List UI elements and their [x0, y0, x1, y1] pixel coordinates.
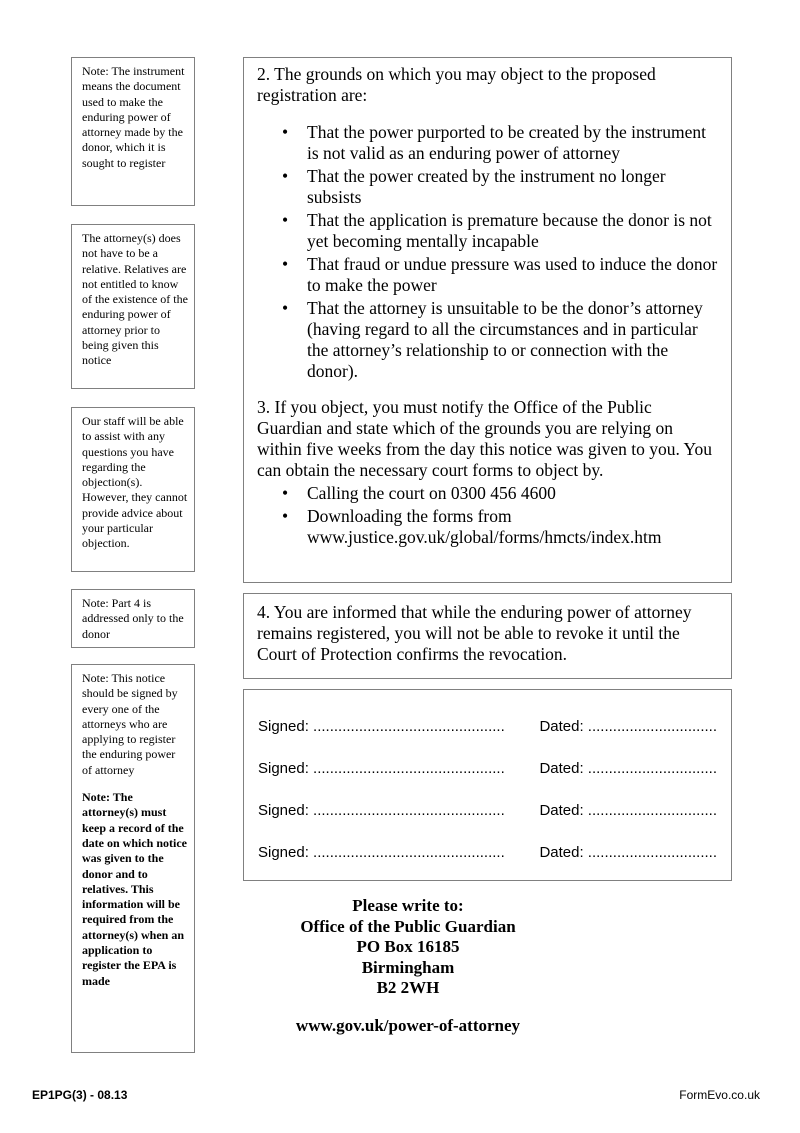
signed-field[interactable]: Signed: ..............................................	[258, 760, 505, 777]
note-attorney-relative-text: The attorney(s) does not have to be a relative. Relatives are not entitled to know of the existence of the enduring power of attorney prior to being given this notice	[82, 231, 188, 368]
signed-field[interactable]: Signed: ..............................................	[258, 844, 505, 861]
note-record-date-text: Note: The attorney(s) must keep a record of the date on which notice was given to the donor and to relatives. This information will be required from the attorney(s) when an application to register the EPA is made	[82, 790, 187, 988]
dated-field[interactable]: Dated: ...............................	[539, 718, 717, 735]
note-signing	[71, 664, 195, 1053]
bullet-dot: •	[282, 254, 289, 274]
signature-row	[258, 716, 717, 737]
signed-field[interactable]: Signed: ..............................................	[258, 802, 505, 819]
bullet-dot: •	[282, 122, 289, 142]
address-city: Birmingham	[361, 957, 455, 977]
dated-field[interactable]: Dated: ...............................	[539, 844, 717, 861]
footer-source: FormEvo.co.uk	[679, 1088, 760, 1102]
note-part4	[71, 589, 195, 648]
section2-bullet	[257, 210, 719, 252]
note-staff-assist	[71, 407, 195, 572]
note-instrument-text: Note: The instrument means the document used to make the enduring power of attorney made by the donor, which it is sought to register	[82, 64, 185, 170]
address-po-box: PO Box 16185	[356, 937, 460, 956]
note-instrument	[71, 57, 195, 206]
signature-row	[258, 758, 717, 779]
bullet-dot: •	[282, 483, 289, 503]
section2-bullet-text: That the power created by the instrument no longer subsists	[307, 166, 666, 207]
section3-bullet	[257, 506, 719, 548]
section3-bullet-text: Downloading the forms from www.justice.gov.uk/global/forms/hmcts/index.htm	[307, 506, 662, 547]
address-heading: Please write to:	[352, 896, 464, 915]
section4-text: 4. You are informed that while the enduring power of attorney remains registered, you will not be able to revoke it until the Court of Protection confirms the revocation.	[257, 602, 692, 664]
bullet-dot: •	[282, 210, 289, 230]
section3-bullet-text: Calling the court on 0300 456 4600	[307, 483, 556, 503]
section2-bullet	[257, 122, 719, 164]
dated-field[interactable]: Dated: ...............................	[539, 760, 717, 777]
address-block	[243, 896, 573, 1036]
section2-bullet-text: That the power purported to be created by the instrument is not valid as an enduring power of attorney	[307, 122, 706, 163]
note-part4-text: Note: Part 4 is addressed only to the donor	[82, 596, 184, 641]
grounds-box	[243, 57, 732, 583]
section2-bullet	[257, 254, 719, 296]
bullet-dot: •	[282, 506, 289, 526]
address-office: Office of the Public Guardian	[300, 916, 516, 936]
section2-bullet-text: That fraud or undue pressure was used to induce the donor to make the power	[307, 254, 718, 295]
section2-list	[257, 122, 719, 382]
dated-field[interactable]: Dated: ...............................	[539, 802, 717, 819]
signature-row	[258, 842, 717, 863]
section2-bullet	[257, 166, 719, 208]
bullet-dot: •	[282, 166, 289, 186]
signature-box	[243, 689, 732, 881]
section2-bullet-text: That the application is premature because the donor is not yet becoming mentally incapable	[307, 210, 712, 251]
section3-text: 3. If you object, you must notify the Office of the Public Guardian and state which of the grounds you are relying on within five weeks from the day this notice was given to you. You can obtain the necessary court forms to object by.	[257, 397, 712, 480]
signed-field[interactable]: Signed: ..............................................	[258, 718, 505, 735]
signature-row	[258, 800, 717, 821]
section3-list	[257, 483, 719, 548]
section3-bullet	[257, 483, 719, 504]
address-postcode: B2 2WH	[376, 978, 440, 997]
note-attorney-relative	[71, 224, 195, 389]
note-signing-text: Note: This notice should be signed by every one of the attorneys who are applying to register the enduring power of attorney	[82, 671, 178, 777]
section2-intro: 2. The grounds on which you may object to the proposed registration are:	[257, 64, 656, 105]
form-code: EP1PG(3) - 08.13	[32, 1088, 128, 1102]
section2-bullet-text: That the attorney is unsuitable to be the donor’s attorney (having regard to all the circumstances and in particular the attorney’s relationship to or connection with the donor).	[307, 298, 703, 381]
revocation-box	[243, 593, 732, 679]
note-staff-assist-text: Our staff will be able to assist with any questions you have regarding the objection(s). However, they cannot provide advice about your particular objection.	[82, 414, 188, 551]
section2-bullet	[257, 298, 719, 382]
website-link[interactable]: www.gov.uk/power-of-attorney	[295, 1015, 521, 1035]
bullet-dot: •	[282, 298, 289, 318]
